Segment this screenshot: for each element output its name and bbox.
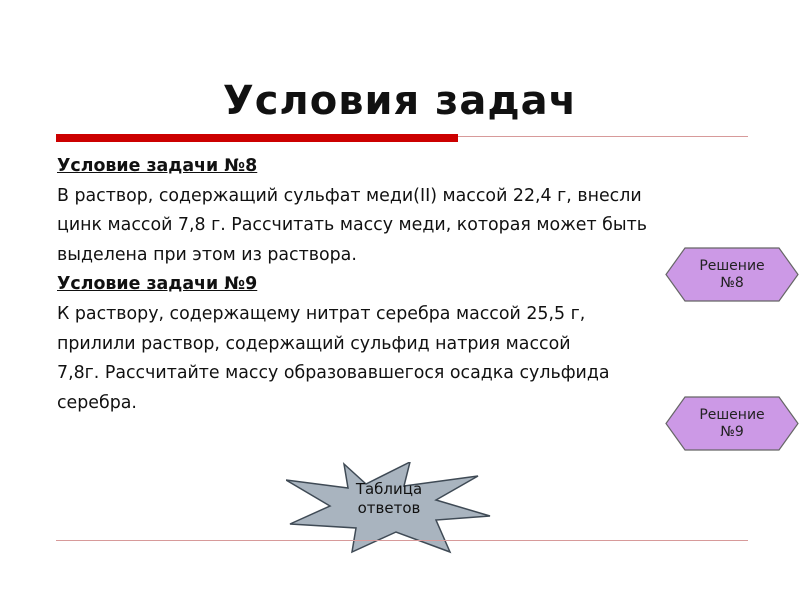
solution-9-label (665, 396, 799, 451)
task8-heading: Условие задачи №8 (57, 156, 258, 176)
bottom-divider (56, 540, 748, 541)
slide-title: Условия задач (222, 78, 578, 124)
answers-table-label-line1: Таблица (355, 480, 423, 498)
solution-9-label-line1: Решение (699, 406, 765, 423)
solution-8-label (665, 247, 799, 302)
solution-9-button[interactable] (665, 396, 799, 451)
answers-table-label (286, 480, 492, 518)
task9-line: серебра. (57, 392, 137, 413)
task8-line: В раствор, содержащий сульфат меди(II) массой 22,4 г, внесли (57, 185, 642, 206)
answers-table-label-line2: ответов (357, 499, 421, 517)
task9-line: прилили раствор, содержащий сульфид натрия массой (57, 333, 571, 354)
task9-heading: Условие задачи №9 (57, 274, 258, 295)
solution-8-label-line2: №8 (720, 274, 744, 291)
task9-line: 7,8г. Рассчитайте массу образовавшегося осадка сульфида (57, 363, 610, 384)
solution-8-label-line1: Решение (699, 257, 765, 274)
task8-line: цинк массой 7,8 г. Рассчитать массу меди, которая может быть (57, 215, 647, 236)
task-conditions (57, 152, 747, 418)
solution-8-button[interactable] (665, 247, 799, 302)
task9-line: К раствору, содержащему нитрат серебра массой 25,5 г, (57, 303, 586, 324)
solution-9-label-line2: №9 (720, 423, 744, 440)
task8-line: выделена при этом из раствора. (57, 244, 357, 265)
title-underline-accent (56, 134, 458, 142)
